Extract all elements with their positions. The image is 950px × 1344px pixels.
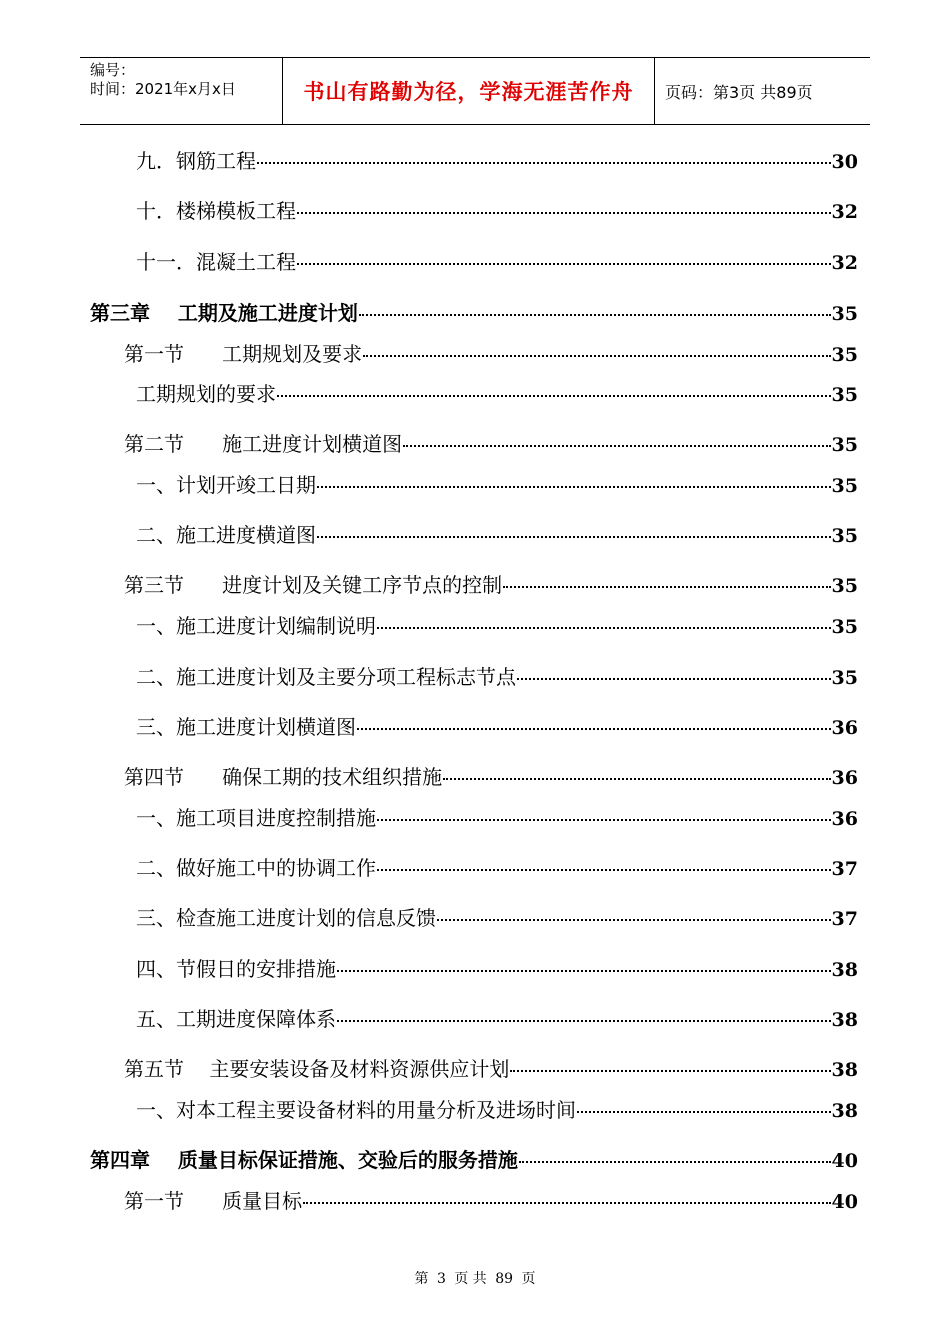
toc-entry-title: 四、节假日的安排措施 [136,957,336,981]
toc-entry-title: 五、工期进度保障体系 [136,1007,336,1031]
toc-entry-page: 35 [831,384,858,406]
toc-entry[interactable] [136,1097,858,1124]
toc-entry-title: 第三章 工期及施工进度计划 [90,301,358,325]
toc-entry-page: 36 [831,767,858,789]
toc-entry[interactable] [136,664,858,691]
toc-entry-title: 二、施工进度横道图 [136,523,316,547]
page-header [80,57,870,125]
toc-entry[interactable] [136,198,858,225]
toc-entry-title: 一、施工项目进度控制措施 [136,806,376,830]
header-left [80,58,282,124]
toc-entry-title: 二、做好施工中的协调工作 [136,856,376,880]
toc-entry-title: 十一．混凝土工程 [136,250,296,274]
footer-suffix: 页 [521,1271,536,1287]
toc-dot-leader [503,586,830,588]
toc-entry-page: 30 [831,151,858,173]
footer-total-pages: 89 [495,1271,514,1287]
toc-entry[interactable] [136,249,858,276]
toc-entry-page: 35 [831,303,858,325]
toc-entry-page: 35 [831,475,858,497]
toc-entry[interactable] [136,714,858,741]
toc-dot-leader [359,314,831,316]
toc-dot-leader [377,819,831,821]
toc-entry-page: 35 [831,575,858,597]
toc-entry-title: 第二节 施工进度计划横道图 [124,432,403,456]
toc-entry-page: 38 [831,1059,858,1081]
toc-entry-page: 40 [831,1191,858,1213]
toc-dot-leader [317,536,831,538]
toc-entry[interactable] [90,300,858,327]
toc-entry[interactable] [136,522,858,549]
toc-dot-leader [303,1202,830,1204]
toc-dot-leader [437,919,831,921]
toc-entry-title: 第一节 工期规划及要求 [124,342,363,366]
toc-entry-title: 工期规划的要求 [136,382,276,406]
toc-dot-leader [337,970,831,972]
toc-entry[interactable] [124,1056,858,1083]
toc-entry[interactable] [136,1006,858,1033]
toc-dot-leader [443,778,830,780]
toc-dot-leader [519,1161,831,1163]
toc-entry[interactable] [136,855,858,882]
toc-entry[interactable] [136,148,858,175]
toc-dot-leader [363,355,830,357]
toc-entry-title: 第三节 进度计划及关键工序节点的控制 [124,573,503,597]
toc-entry-title: 三、检查施工进度计划的信息反馈 [136,906,436,930]
toc-entry[interactable] [124,572,858,599]
toc-dot-leader [357,728,831,730]
toc-entry[interactable] [90,1147,858,1174]
toc-dot-leader [297,212,831,214]
toc-entry-title: 第四节 确保工期的技术组织措施 [124,765,443,789]
toc-entry-title: 一、施工进度计划编制说明 [136,614,376,638]
toc-dot-leader [297,263,831,265]
toc-entry-page: 35 [831,667,858,689]
footer-prefix: 第 [414,1271,429,1287]
toc-dot-leader [510,1070,830,1072]
toc-entry-page: 38 [831,959,858,981]
toc-dot-leader [403,445,830,447]
toc-entry-page: 35 [831,344,858,366]
page-footer [0,1268,950,1288]
toc-entry-page: 37 [831,858,858,880]
toc-entry-page: 32 [831,252,858,274]
toc-dot-leader [337,1020,831,1022]
toc-entry-title: 第五节 主要安装设备及材料资源供应计划 [124,1057,510,1081]
toc-entry[interactable] [136,805,858,832]
toc-entry-page: 38 [831,1100,858,1122]
toc-entry-title: 一、计划开竣工日期 [136,473,316,497]
document-date-label: 时间：2021年x月x日 [90,80,236,98]
footer-current-page: 3 [436,1271,446,1287]
toc-entry-title: 二、施工进度计划及主要分项工程标志节点 [136,665,516,689]
header-right [655,58,870,124]
toc-entry-page: 35 [831,616,858,638]
toc-dot-leader [517,678,831,680]
toc-dot-leader [257,162,831,164]
document-number-label: 编号： [90,61,136,79]
toc-entry-page: 37 [831,908,858,930]
toc-entry[interactable] [124,341,858,368]
header-motto: 书山有路勤为径，学海无涯苦作舟 [303,79,634,104]
toc-entry[interactable] [136,472,858,499]
toc-entry[interactable] [124,1188,858,1215]
toc-dot-leader [377,869,831,871]
toc-entry-title: 一、对本工程主要设备材料的用量分析及进场时间 [136,1098,576,1122]
toc-dot-leader [277,395,831,397]
toc-entry-page: 40 [831,1150,858,1172]
toc-entry-title: 十．楼梯模板工程 [136,199,296,223]
toc-entry[interactable] [136,905,858,932]
toc-entry-title: 三、施工进度计划横道图 [136,715,356,739]
header-center [282,58,655,124]
toc-entry-page: 35 [831,434,858,456]
toc-entry-page: 35 [831,525,858,547]
toc-entry-page: 38 [831,1009,858,1031]
toc-entry[interactable] [124,764,858,791]
toc-entry-page: 36 [831,808,858,830]
header-page-label: 页码：第3页 共89页 [665,82,813,102]
toc-entry-page: 36 [831,717,858,739]
toc-entry[interactable] [136,381,858,408]
toc-dot-leader [577,1111,831,1113]
toc-entry-page: 32 [831,201,858,223]
toc-entry[interactable] [136,613,858,640]
toc-dot-leader [317,486,831,488]
toc-dot-leader [377,627,831,629]
toc-entry-title: 第一节 质量目标 [124,1189,303,1213]
toc-entry[interactable] [136,956,858,983]
toc-entry-title: 第四章 质量目标保证措施、交验后的服务措施 [90,1148,518,1172]
toc-entry-title: 九．钢筋工程 [136,149,256,173]
footer-middle: 页 共 [454,1271,487,1287]
toc-entry[interactable] [124,431,858,458]
